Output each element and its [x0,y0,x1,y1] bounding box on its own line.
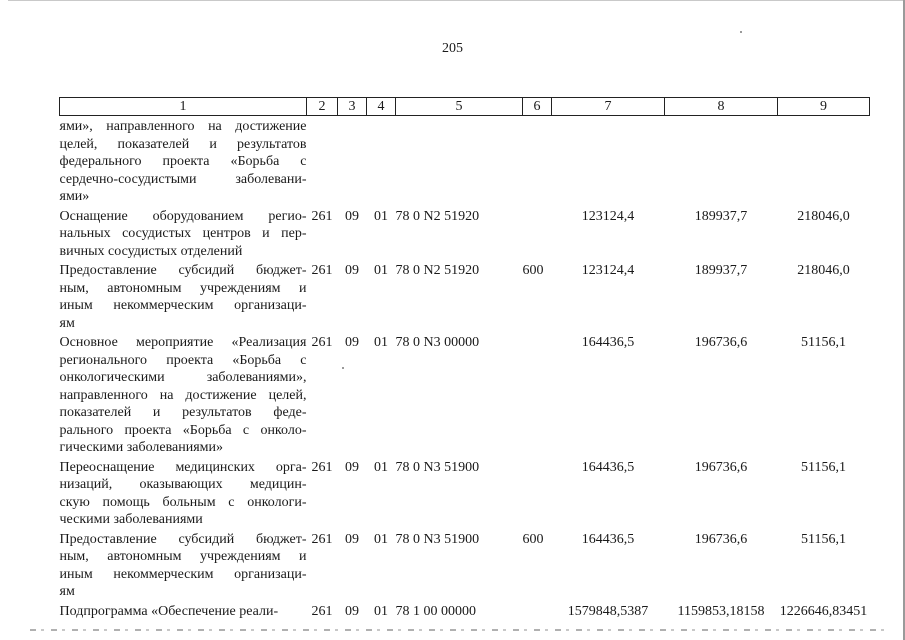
item-name-line: ческими заболеваниями [59,512,203,527]
column-header-6: 6 [523,98,552,116]
section-code-cell: 09 [345,208,359,224]
amount-year-1-cell: 164436,5 [581,459,635,475]
section-code-cell: 09 [345,603,359,619]
column-header-8: 8 [665,98,778,116]
item-name-line: гическими заболеваниями» [59,440,223,455]
amount-year-3-cell: 51156,1 [801,459,846,475]
expense-type-cell [523,459,552,531]
column-header-3: 3 [338,98,367,116]
budget-table [59,97,870,622]
amount-year-1-cell: 1579848,5387 [567,603,649,619]
table-body [60,116,870,623]
expense-type-cell: 600 [522,531,544,547]
item-name-line: ям [59,584,75,599]
item-name-line: Основное мероприятие «Реализация [59,335,307,350]
column-header-2: 2 [307,98,338,116]
section-code-cell: 09 [345,531,359,547]
section-code-cell: 09 [345,459,359,475]
item-name-cell [60,262,307,334]
amount-year-2-cell: 196736,6 [694,531,748,547]
item-name-line: нальных сосудистых центров и пер- [59,226,307,241]
target-article-cell [396,116,523,208]
scan-speck [740,31,742,33]
subsection-code-cell: 01 [374,263,388,278]
scan-bottom-edge [30,629,890,631]
column-header-5: 5 [396,98,523,116]
item-name-line: Предоставление субсидий бюджет- [59,263,307,278]
expense-type-cell [523,116,552,208]
amount-year-2-cell: 196736,6 [694,335,748,350]
subsection-code-cell [367,116,396,208]
amount-year-2-cell [665,116,778,208]
table-row [60,262,870,334]
expense-type-cell [523,603,552,623]
amount-year-1-cell: 164436,5 [581,335,635,350]
table-row [60,603,870,623]
item-name-line: Оснащение оборудованием регио- [59,208,307,224]
column-header-9: 9 [778,98,870,116]
amount-year-1-cell [552,116,665,208]
item-name-line: показателей и результатов феде- [59,405,307,420]
budget-code-cell [307,116,338,208]
item-name-cell [60,459,307,531]
amount-year-1-cell: 123124,4 [581,208,635,224]
table-row [60,116,870,208]
amount-year-1-cell: 164436,5 [581,531,635,547]
amount-year-2-cell: 189937,7 [694,208,748,224]
item-name-cell [60,208,307,263]
item-name-line: ями», направленного на достижение [59,119,307,134]
item-name-line: федерального проекта «Борьба с [59,154,307,169]
table-header [60,98,870,116]
scan-top-edge [8,0,905,1]
amount-year-3-cell: 51156,1 [801,335,846,350]
item-name-line: целей, показателей и результатов [59,136,307,152]
amount-year-3-cell: 1226646,83451 [779,603,868,619]
item-name-line: Подпрограмма «Обеспечение реали- [59,603,279,619]
budget-code-cell: 261 [311,459,333,475]
page-number: 205 [442,41,463,56]
item-name-line: ями» [59,189,90,204]
item-name-line: вичных сосудистых отделений [59,243,243,259]
target-article-cell: 78 0 N3 00000 [395,335,480,350]
subsection-code-cell: 01 [374,459,388,475]
target-article-cell: 78 1 00 00000 [395,603,476,619]
section-code-cell [338,116,367,208]
target-article-cell: 78 0 N2 51920 [395,263,480,278]
subsection-code-cell: 01 [374,603,388,619]
section-code-cell: 09 [345,335,359,350]
budget-code-cell: 261 [311,208,333,224]
expense-type-cell [523,334,552,459]
item-name-line: сердечно-сосудистыми заболевани- [59,171,307,187]
table-row [60,531,870,603]
item-name-line: рального проекта «Борьба с онколо- [59,422,307,438]
amount-year-2-cell: 1159853,18158 [677,603,765,619]
target-article-cell: 78 0 N3 51900 [395,531,480,547]
header-row [60,98,870,116]
column-header-1: 1 [60,98,307,116]
section-code-cell: 09 [345,263,359,278]
target-article-cell: 78 0 N2 51920 [395,208,480,224]
item-name-line: ям [59,315,75,331]
target-article-cell: 78 0 N3 51900 [395,459,480,475]
budget-code-cell: 261 [311,335,333,350]
subsection-code-cell: 01 [374,335,388,350]
budget-code-cell: 261 [311,531,333,547]
item-name-cell [60,531,307,603]
column-header-7: 7 [552,98,665,116]
item-name-cell [60,603,307,623]
amount-year-3-cell: 218046,0 [797,208,850,224]
column-header-4: 4 [367,98,396,116]
table-row [60,208,870,263]
item-name-line: Переоснащение медицинских орга- [59,459,307,475]
amount-year-3-cell: 51156,1 [801,531,846,547]
item-name-line: направленного на достижение целей, [59,387,307,403]
item-name-cell [60,116,307,208]
item-name-line: иным некоммерческим организаци- [59,566,307,582]
subsection-code-cell: 01 [374,208,388,224]
amount-year-3-cell: 218046,0 [797,263,850,278]
amount-year-3-cell [778,116,870,208]
amount-year-2-cell: 196736,6 [694,459,748,475]
expense-type-cell [523,208,552,263]
expense-type-cell: 600 [522,263,544,278]
subsection-code-cell: 01 [374,531,388,547]
item-name-line: Предоставление субсидий бюджет- [59,531,307,547]
item-name-line: иным некоммерческим организаци- [59,298,307,313]
item-name-line: низаций, оказывающих медицин- [59,477,307,492]
item-name-line: скую помощь больным с онкологи- [59,494,307,510]
budget-code-cell: 261 [311,603,333,619]
item-name-line: регионального проекта «Борьба с [59,352,307,368]
item-name-line: ным, автономным учреждениям и [59,549,307,564]
table-row [60,334,870,459]
amount-year-2-cell: 189937,7 [694,263,748,278]
item-name-cell [60,334,307,459]
amount-year-1-cell: 123124,4 [581,263,635,278]
budget-code-cell: 261 [311,263,333,278]
table-row [60,459,870,531]
item-name-line: ным, автономным учреждениям и [59,280,307,296]
item-name-line: онкологическими заболеваниями», [59,370,307,385]
